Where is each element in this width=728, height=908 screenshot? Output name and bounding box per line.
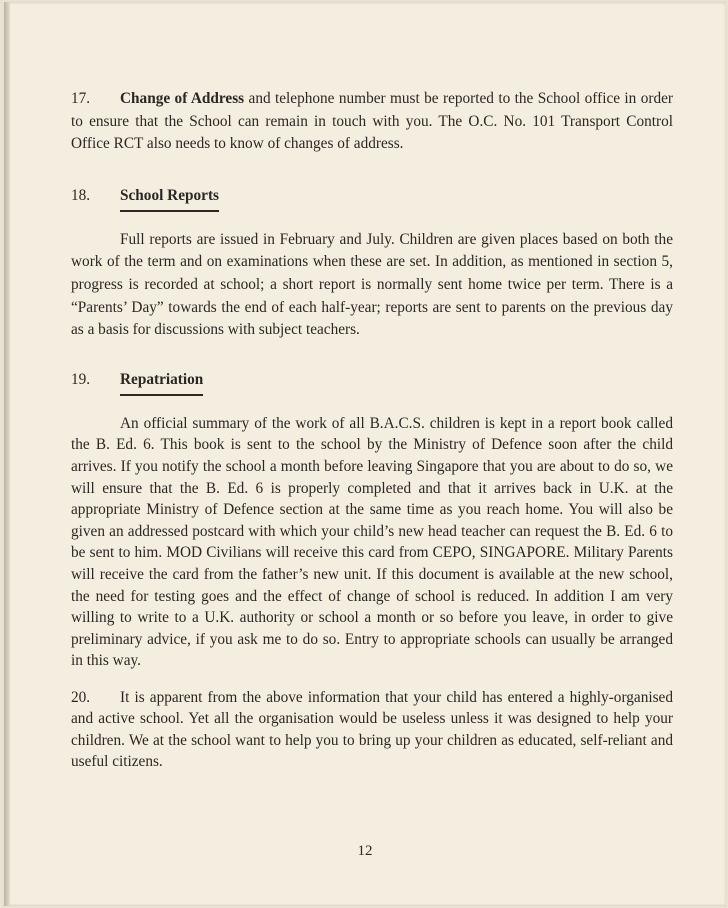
section-18-heading bbox=[71, 187, 673, 212]
section-19-body: An official summary of the work of all B.A.C.S. children is kept in a report book called the B. Ed. 6. This book is sent to the school by the Ministry of Defence soon after the child arrives. If you notify the school a month before leaving Singapore that you are about to do so, we will ensure that the B. Ed. 6 is properly completed and that it arrives back in U.K. at the appropriate Ministry of Defence section at the same time as you reach home. You will also be given an addressed postcard with which your child’s new head teacher can request the B. Ed. 6 to be sent to him. MOD Civilians will receive this card from CEPO, SINGAPORE. Military Parents will receive the card from the father’s new unit. If this document is available at the new school, the need for testing goes and the effect of change of school is reduced. In addition I am very willing to write to a U.K. authority or school a month or so before you leave, in order to give preliminary advice, if you ask me to do so. Entry to appropriate schools can usually be arranged in this way. bbox=[71, 414, 673, 670]
section-20-text: It is apparent from the above information that your child has entered a highly-organised and active school. Yet all the organisation would be useless unless it was designed to help your children. We at the school want to help you to bring up your children as educated, self-reliant and useful citizens. bbox=[71, 688, 673, 771]
section-19-number: 19. bbox=[71, 370, 91, 388]
section-18-body: Full reports are issued in February and July. Children are given places based on both the work of the term and on examinations when these are set. In addition, as mentioned in section 5, progress is recorded at school; a short report is normally sent home twice per term. There is a “Parents’ Day” towards the end of each half-year; reports are sent to parents on the previous day as a basis for discussions with subject teachers. bbox=[71, 230, 673, 339]
section-20-number: 20. bbox=[71, 688, 91, 706]
page-content bbox=[71, 88, 673, 773]
page-number: 12 bbox=[357, 843, 373, 859]
section-20-paragraph bbox=[71, 687, 673, 773]
section-18-title: School Reports bbox=[120, 187, 219, 212]
section-17-title: Change of Address bbox=[120, 90, 245, 107]
section-17-number: 17. bbox=[71, 90, 91, 107]
section-19-heading bbox=[71, 371, 673, 396]
section-17-paragraph bbox=[71, 88, 673, 156]
section-17-text: and telephone number must be reported to the School office in order to ensure that the School can remain in touch with you. The O.C. No. 101 Transport Control Office RCT also needs to know of changes of address. bbox=[71, 90, 673, 153]
section-18-number: 18. bbox=[71, 186, 91, 204]
binding-edge bbox=[4, 2, 10, 906]
section-19-title: Repatriation bbox=[120, 371, 203, 396]
document-page bbox=[4, 2, 726, 906]
